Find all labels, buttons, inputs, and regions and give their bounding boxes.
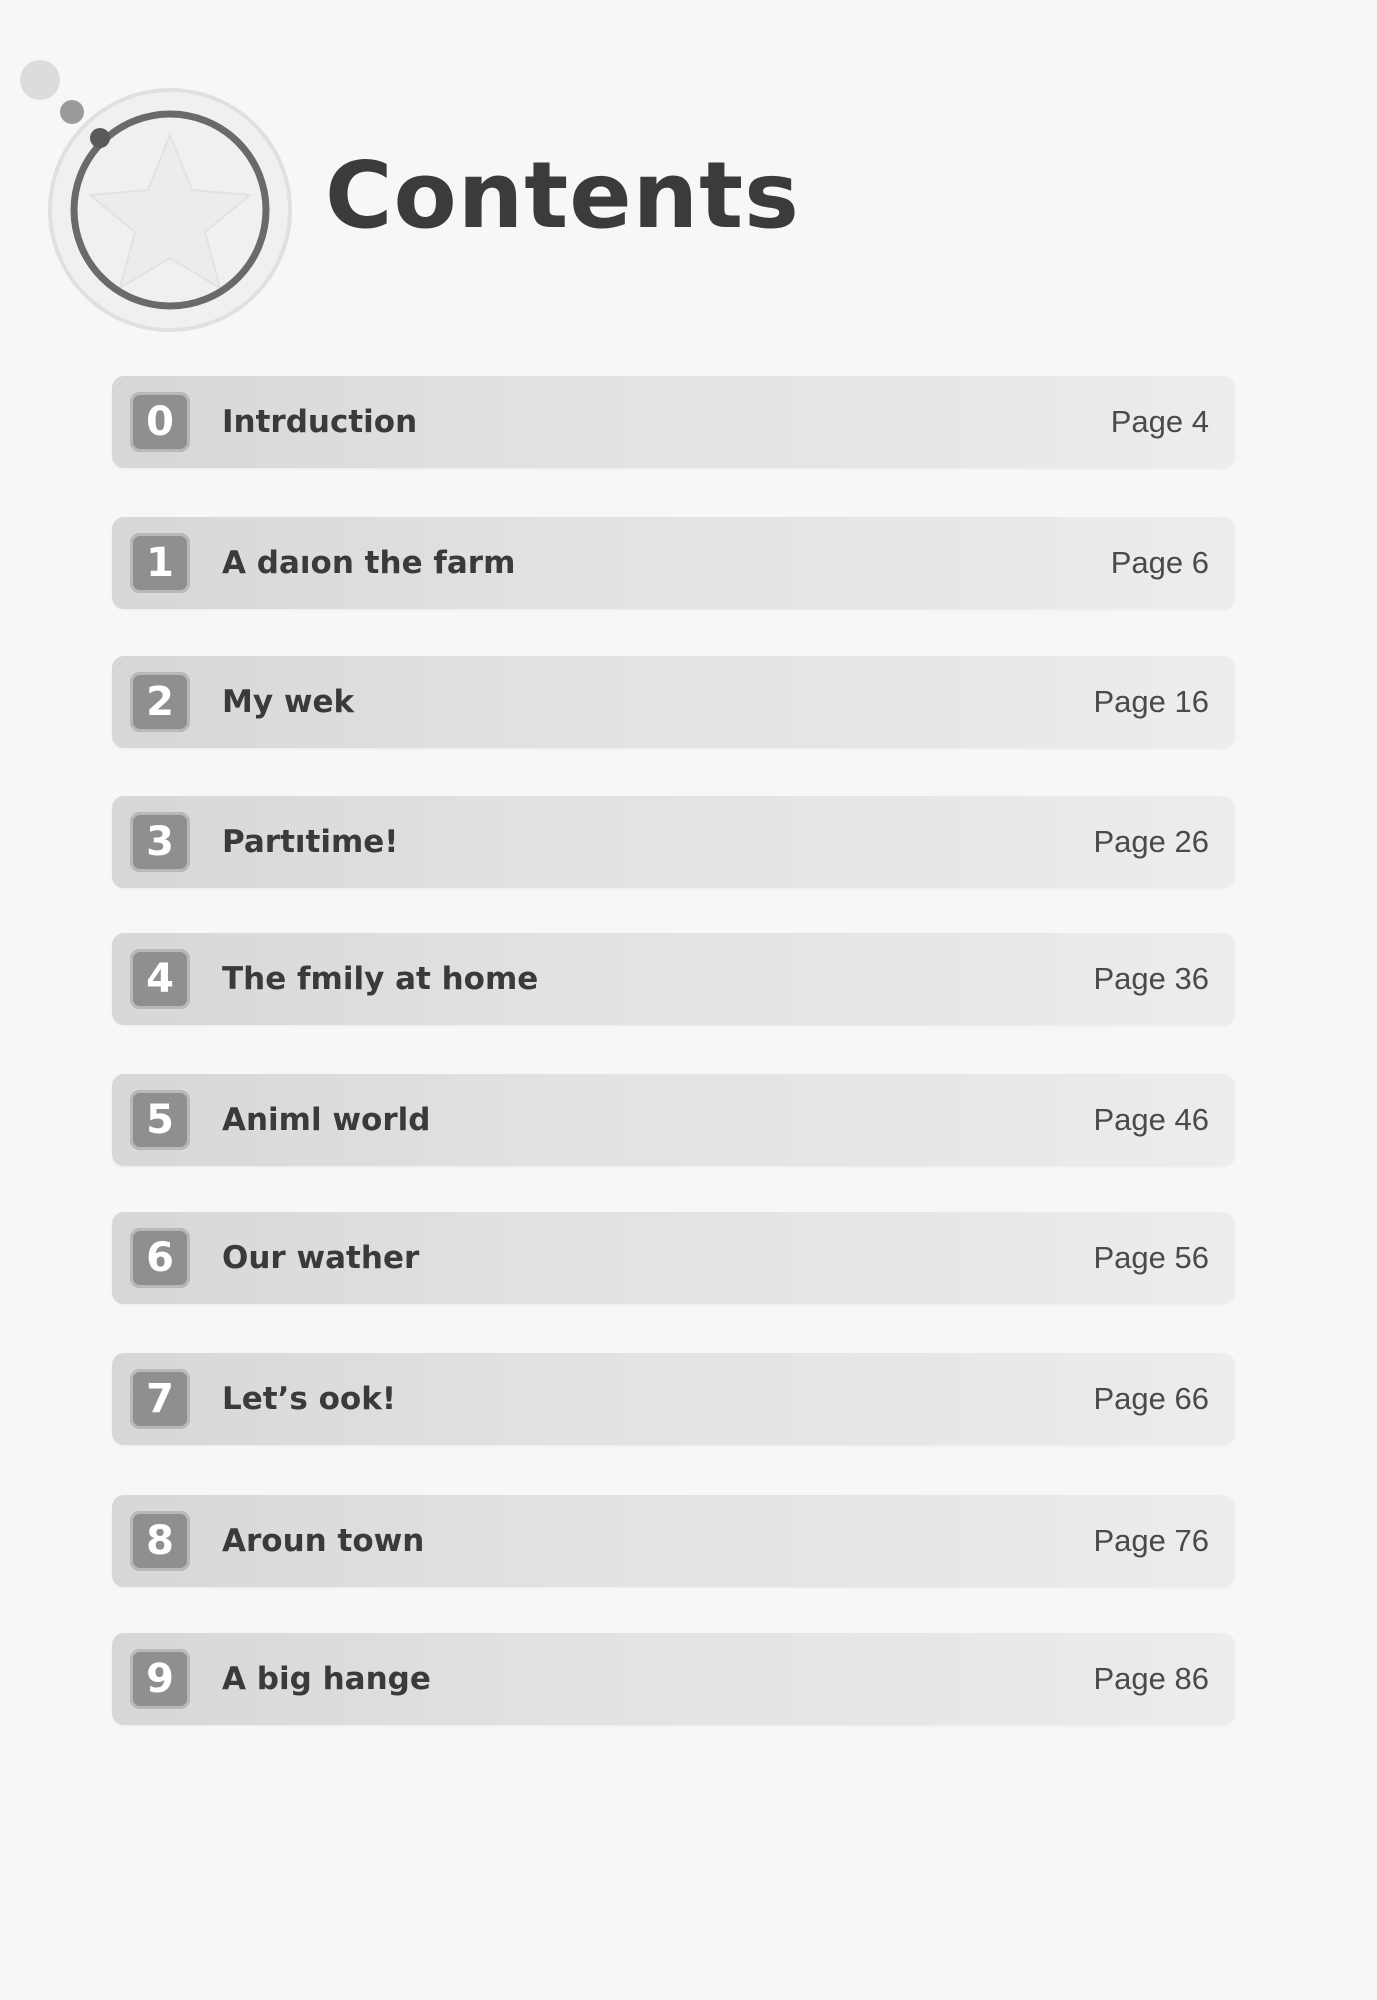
unit-page-reference: Page 36: [1093, 961, 1209, 996]
toc-row-unit-8[interactable]: [112, 1495, 1235, 1587]
unit-page-reference: Page 66: [1093, 1381, 1209, 1416]
unit-title: A big hange: [222, 1661, 431, 1697]
unit-page-reference: Page 56: [1093, 1240, 1209, 1275]
toc-row-unit-1[interactable]: [112, 517, 1235, 609]
unit-number-badge: 4: [130, 949, 190, 1009]
toc-row-unit-2[interactable]: [112, 656, 1235, 748]
unit-number-badge: 7: [130, 1369, 190, 1429]
unit-page-reference: Page 86: [1093, 1661, 1209, 1696]
unit-number-badge: 9: [130, 1649, 190, 1709]
unit-page-reference: Page 6: [1110, 545, 1209, 580]
unit-number-badge: 5: [130, 1090, 190, 1150]
unit-title: Our wather: [222, 1240, 420, 1276]
unit-number-badge: 1: [130, 533, 190, 593]
unit-page-reference: Page 16: [1093, 684, 1209, 719]
unit-page-reference: Page 4: [1110, 404, 1209, 439]
toc-row-unit-6[interactable]: [112, 1212, 1235, 1304]
unit-number-badge: 2: [130, 672, 190, 732]
unit-title: Intrduction: [222, 404, 418, 440]
unit-page-reference: Page 76: [1093, 1523, 1209, 1558]
unit-page-reference: Page 26: [1093, 824, 1209, 859]
unit-page-reference: Page 46: [1093, 1102, 1209, 1137]
unit-title: Let’s ook!: [222, 1381, 396, 1417]
unit-title: A daıon the farm: [222, 545, 516, 581]
unit-title: My wek: [222, 684, 355, 720]
toc-row-unit-9[interactable]: [112, 1633, 1235, 1725]
unit-number-badge: 6: [130, 1228, 190, 1288]
unit-number-badge: 3: [130, 812, 190, 872]
circle-star-logo-icon: [10, 50, 310, 350]
toc-row-unit-4[interactable]: [112, 933, 1235, 1025]
unit-title: Aroun town: [222, 1523, 425, 1559]
unit-title: Animl world: [222, 1102, 431, 1138]
unit-number-badge: 0: [130, 392, 190, 452]
toc-row-unit-5[interactable]: [112, 1074, 1235, 1166]
toc-row-unit-0[interactable]: [112, 376, 1235, 468]
unit-number-badge: 8: [130, 1511, 190, 1571]
toc-row-unit-3[interactable]: [112, 796, 1235, 888]
page-title: Contents: [325, 142, 800, 249]
toc-row-unit-7[interactable]: [112, 1353, 1235, 1445]
unit-title: The fmily at home: [222, 961, 539, 997]
unit-title: Partıtime!: [222, 824, 399, 860]
